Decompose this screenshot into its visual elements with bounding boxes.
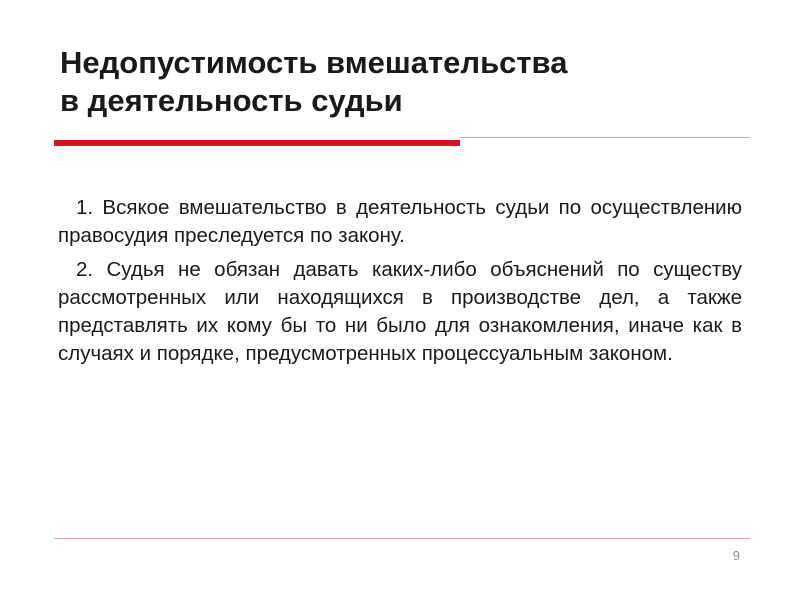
slide-title-line-2: в деятельность судьи xyxy=(60,83,403,118)
slide-title-line-1: Недопустимость вмешательства xyxy=(60,45,568,80)
slide-title xyxy=(60,44,760,120)
page-number: 9 xyxy=(732,548,740,563)
footer-divider-line xyxy=(54,538,750,539)
title-divider-line xyxy=(460,137,750,138)
paragraph-2: 2. Судья не обязан давать каких-либо объяснений по существу рассмотренных или находящихся в производстве дел, а также представлять их кому бы то ни было для ознакомления, иначе как в случаях и порядке, предусмотренных процессуальным законом. xyxy=(58,258,742,365)
title-accent-bar xyxy=(54,140,460,146)
paragraph-1: 1. Всякое вмешательство в деятельность судьи по осуществлению правосудия преследуется по закону. xyxy=(58,196,742,247)
slide-body xyxy=(58,194,742,374)
